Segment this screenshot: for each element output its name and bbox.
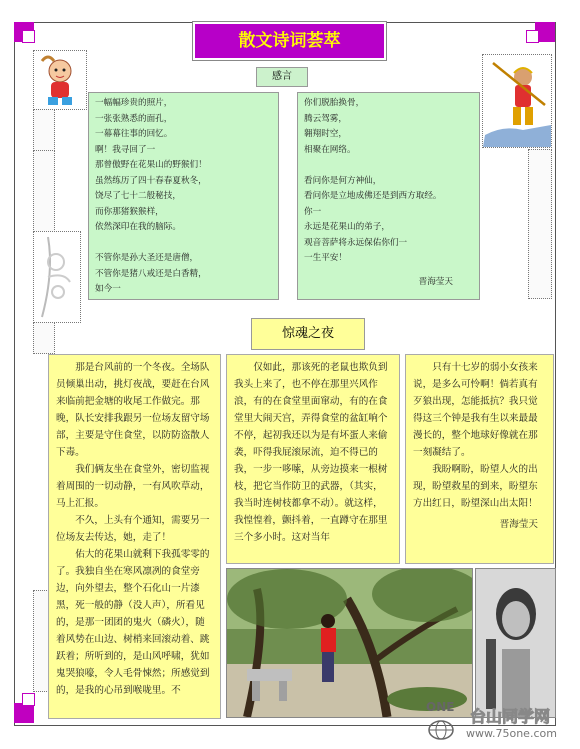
- story-paragraph: 那是台风前的一个冬夜。全场队员倾巢出动，挑灯夜战，要赶在台风来临前把金塘的收尾工作做完。那晚，队长安排我跟另一位场友留守场部，主要是守住食堂，以防防盗散人下毒。: [56, 362, 210, 458]
- section-subtitle: 感言: [256, 67, 308, 87]
- decorative-panel: [33, 150, 55, 232]
- watermark-url: www.75one.com: [466, 727, 557, 740]
- poem-line: 永远是花果山的弟子，: [304, 222, 390, 232]
- decorative-panel: [33, 590, 49, 692]
- poem-line: 一张张熟悉的面孔，: [95, 113, 173, 124]
- poem-line: 一幅幅珍贵的照片，: [95, 98, 173, 108]
- poem-line: 不管你是猪八戒还是白香精，: [95, 268, 207, 279]
- poem-left-lines: [95, 96, 272, 298]
- story-paragraph: 仅如此，那该死的老鼠也欺负到我头上来了，也不停在那里兴风作浪，有的在食堂里面窜动，有的在食堂里大闹天宫，弄得食堂的盆缸响个不停，起初我还以为是有坏蛋人来偷袭，吓得我屁滚尿流，迫不得已的我，一步一哆嗦，从旁边摸来一根树枝，把它当作防卫的武器，（其实，我当时连树枝都拿不动）。就这样，我惶惶着，颤抖着，一直蹲守在那里三个多小时。这对当年: [234, 362, 388, 543]
- poem-line: 相聚在网络。: [304, 144, 356, 155]
- story-column-1-text: [56, 359, 213, 699]
- poem-line: 啊！我寻回了一: [95, 144, 156, 155]
- story-paragraph: 佑大的花果山就剩下我孤零零的了。我独自坐在寒风凛冽的食堂旁边，向外望去，整个石化山一片漆黑，死一般的静（没人声），所看见的，是那一团团的鬼火（磷火），随着风势在山边、树梢来回滚动着、跳跃着；所听到的，是山风呼啸，犹如鬼哭狼嚎，令人毛骨悚然；所感觉到的，是我的心吊到喉咙里。不: [56, 549, 210, 696]
- poem-line: 腾云驾雾，: [304, 113, 347, 124]
- watermark-logo: [426, 700, 571, 748]
- clip-art-child: [33, 50, 87, 110]
- poem-line: [95, 236, 272, 252]
- poem-line: 看问你是何方神仙，: [304, 175, 382, 186]
- poem-signature: 晋海莹天: [418, 276, 453, 287]
- corner-decoration: [526, 30, 539, 43]
- poem-line: 如今一: [95, 284, 121, 294]
- story-column-2-text: [234, 359, 392, 546]
- decorative-panel: [528, 149, 552, 299]
- poem-left: [88, 92, 279, 300]
- photo-portrait: [475, 568, 556, 718]
- page-title: 散文诗词荟萃: [193, 22, 386, 60]
- poem-line: 一幕幕往事的回忆。: [95, 129, 173, 139]
- decorative-panel: [33, 322, 55, 354]
- watermark-site-name: 台山同学网: [470, 707, 551, 726]
- poem-line: 你一: [304, 206, 322, 217]
- story-column-1: [48, 354, 221, 719]
- corner-decoration: [22, 693, 35, 706]
- poem-line: 饶尽了七十二般秘技，: [95, 191, 181, 201]
- watermark-brand: ONE: [426, 700, 455, 714]
- story-column-3-text: [413, 359, 546, 512]
- story-signature: 晋海莹天: [499, 519, 538, 530]
- poem-line: 你们脱胎换骨，: [304, 98, 365, 108]
- poem-line: [304, 158, 473, 174]
- story-paragraph: 只有十七岁的弱小女孩来说，是多么可怜啊！倘若真有歹狼出现，怎能抵抗？我只觉得这三个钟是我有生以来最最漫长的，整个地球好像就在那一刻凝结了。: [413, 362, 538, 458]
- story-paragraph: 我们俩友坐在食堂外，密切监视着周围的一切动静，一有风吹草动，马上汇报。: [56, 464, 210, 509]
- poem-right-lines: [304, 96, 473, 267]
- globe-icon: [428, 720, 454, 740]
- poem-line: 不管你是孙大圣还是唐僧，: [95, 253, 199, 263]
- section-title: 惊魂之夜: [251, 318, 365, 350]
- photo-park: [226, 568, 473, 718]
- story-column-2: [226, 354, 400, 564]
- poem-line: 依然深印在我的脑际。: [95, 222, 181, 232]
- story-paragraph: 我盼啊盼，盼望人火的出现，盼望救星的到来，盼望东方出红日，盼望深山出太阳！: [413, 464, 538, 509]
- story-column-3: [405, 354, 554, 564]
- poem-line: 观音菩萨将永远保佑你们一: [304, 237, 408, 248]
- corner-decoration: [14, 703, 34, 723]
- poem-line: 一生平安！: [304, 253, 347, 263]
- clip-art-monkey-king: [482, 54, 552, 148]
- poem-line: 看问你是立地成佛还是到西方取经。: [304, 191, 442, 201]
- story-paragraph: 不久，上头有个通知，需要另一位场友去传达，她，走了！: [56, 515, 210, 543]
- corner-decoration: [22, 30, 35, 43]
- floral-decoration: [33, 231, 81, 323]
- poem-line: 而你那猪猴猴样，: [95, 206, 164, 217]
- poem-line: 那曾傲野在花果山的野猴们！: [95, 160, 207, 170]
- poem-line: 翱翔时空，: [304, 129, 347, 139]
- poem-right: [297, 92, 480, 300]
- poem-line: 虽然练历了四十春春夏秋冬，: [95, 175, 207, 186]
- decorative-panel: [33, 109, 55, 151]
